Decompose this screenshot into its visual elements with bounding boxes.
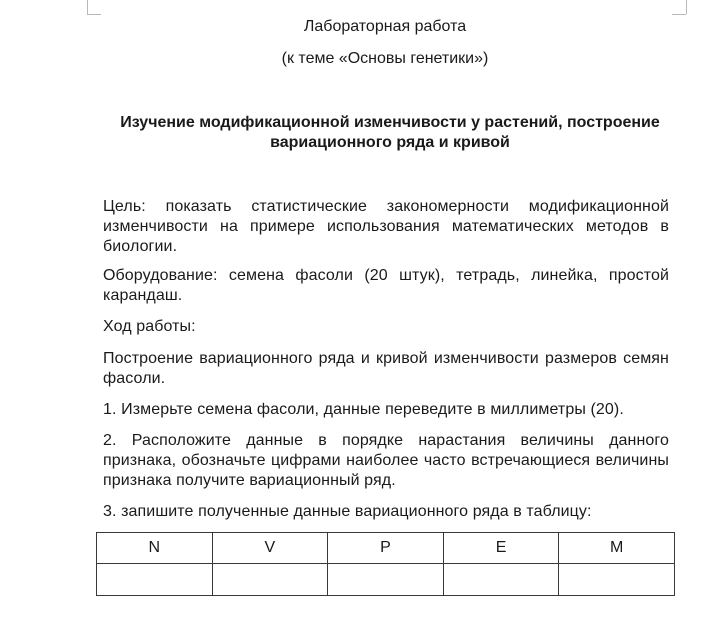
build-paragraph: Построение вариационного ряда и кривой изменчивости размеров семян фасоли. [103,350,669,387]
table-cell [328,564,444,596]
crop-mark-top-left [87,0,88,14]
course-heading: Ход работы: [103,318,196,335]
table-header-row [97,533,675,564]
document-subtitle: (к теме «Основы генетики») [281,50,489,67]
table-cell [97,564,213,596]
crop-mark-top-right [686,0,687,14]
column-header-p: P [328,533,444,564]
step-item: 1. Измерьте семена фасоли, данные переведите в миллиметры (20). [103,401,624,418]
column-header-v: V [212,533,328,564]
step-item: 2. Расположите данные в порядке нарастания величины данного признака, обозначьте цифрами наиболее часто встречающиеся величины признака получите вариационный ряд. [103,432,669,489]
crop-mark-top-left-horizontal [87,14,101,15]
lab-topic-heading: Изучение модификационной изменчивости у растений, построение вариационного ряда и кривой [120,114,660,151]
table-cell [443,564,559,596]
goal-paragraph: Цель: показать статистические закономерности модификационной изменчивости на примере использования математических методов в биологии. [103,198,669,255]
equipment-paragraph: Оборудование: семена фасоли (20 штук), тетрадь, линейка, простой карандаш. [103,267,669,304]
step-item: 3. запишите полученные данные вариационного ряда в таблицу: [103,503,592,520]
table-cell [212,564,328,596]
crop-mark-top-right-horizontal [672,14,686,15]
column-header-m: M [559,533,675,564]
document-title: Лабораторная работа [303,18,467,35]
variation-table [96,532,675,596]
column-header-n: N [97,533,213,564]
table-row [97,564,675,596]
table-cell [559,564,675,596]
column-header-e: E [443,533,559,564]
